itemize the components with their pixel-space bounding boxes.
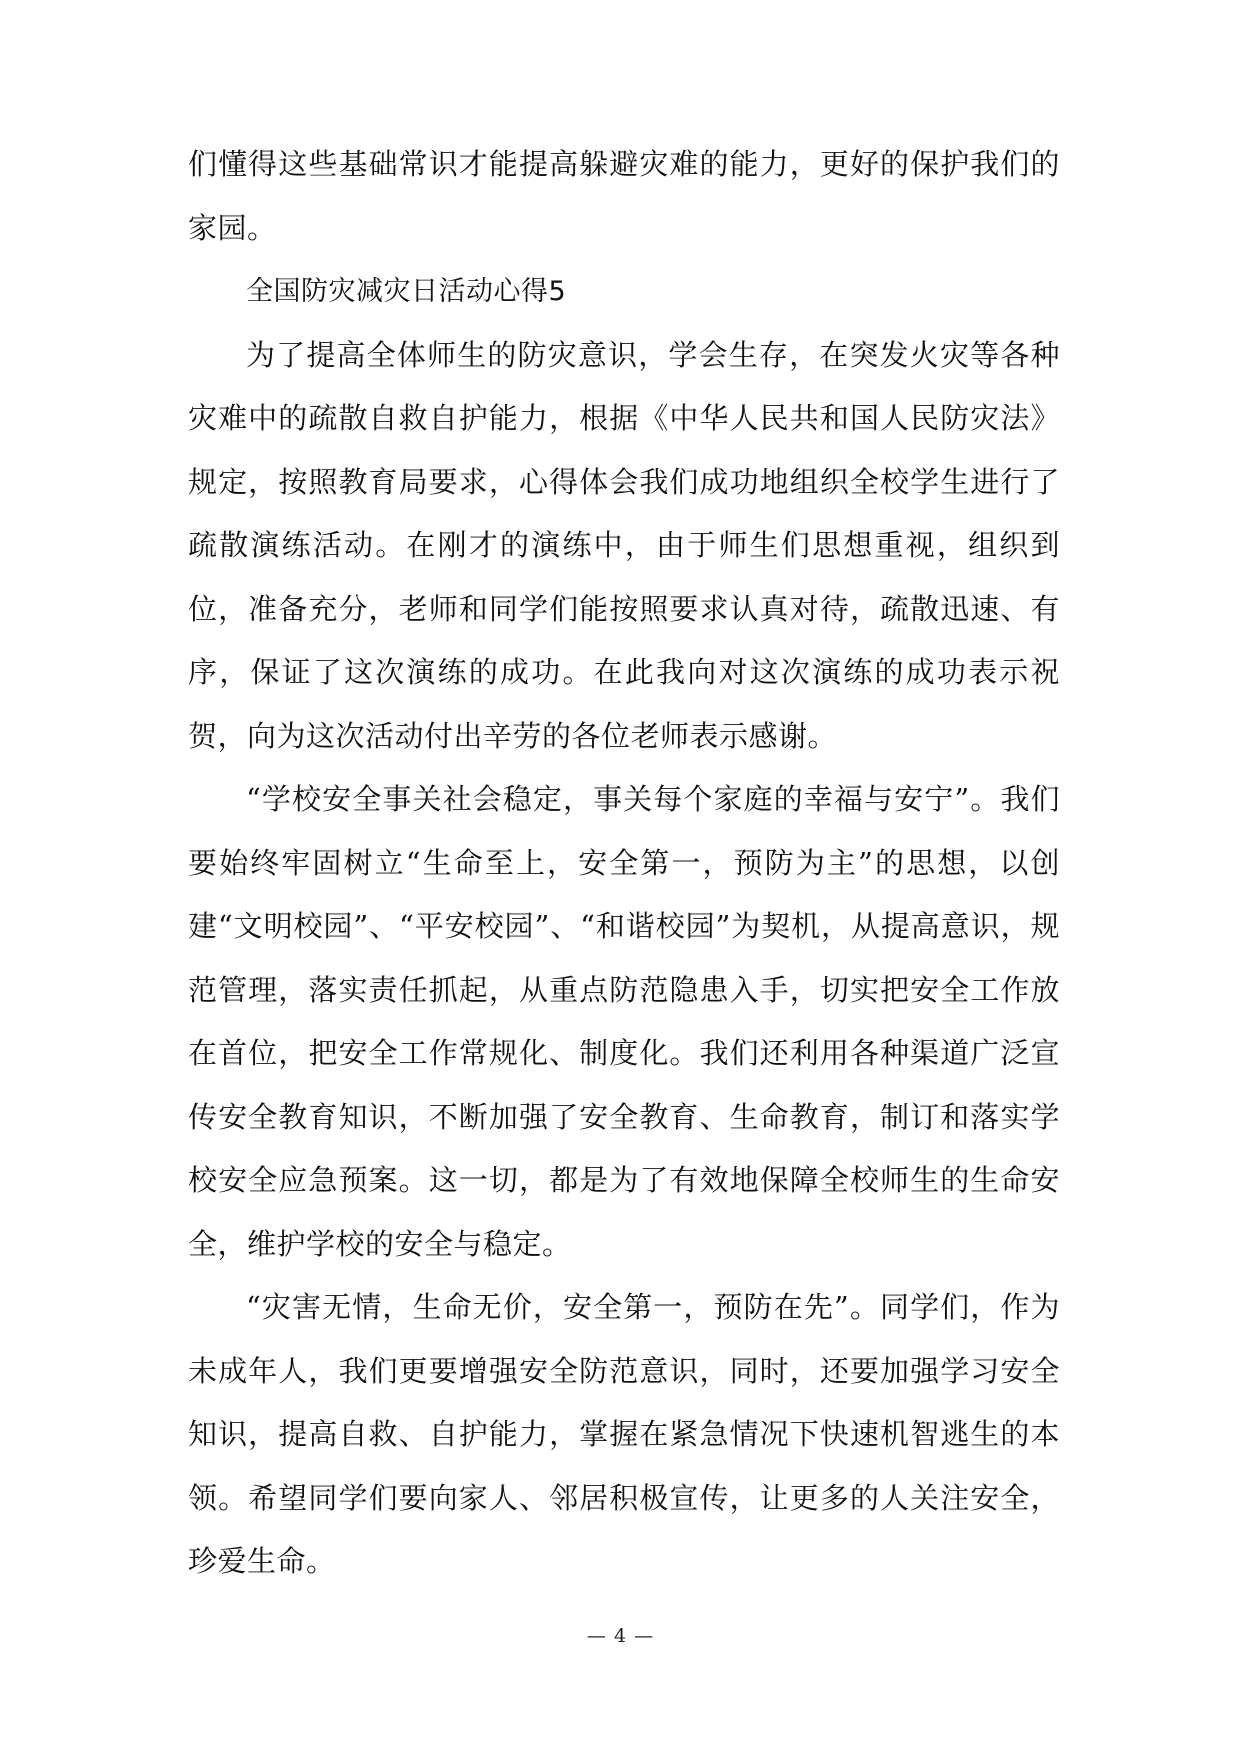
section-heading: 全国防灾减灾日活动心得5: [246, 276, 567, 307]
paragraph-disaster-prevention: “灾害无情，生命无价，安全第一，预防在先”。同学们，作为未成年人，我们更要增强安全防范意识，同时，还要加强学习安全知识，提高自救、自护能力，掌握在紧急情况下快速机智逃生的本领。希望同学们要向家人、邻居积极宣传，让更多的人关注安全，珍爱生命。: [188, 1290, 1060, 1578]
page-number: — 4 —: [586, 1625, 655, 1647]
paragraph-continued: 们懂得这些基础常识才能提高躲避灾难的能力，更好的保护我们的家园。: [188, 147, 1060, 245]
paragraph-drill-intro: 为了提高全体师生的防灾意识，学会生存，在突发火灾等各种灾难中的疏散自救自护能力，根据《中华人民共和国人民防灾法》规定，按照教育局要求，心得体会我们成功地组织全校学生进行了疏散演练活动。在刚才的演练中，由于师生们思想重视，组织到位，准备充分，老师和同学们能按照要求认真对待，疏散迅速、有序，保证了这次演练的成功。在此我向对这次演练的成功表示祝贺，向为这次活动付出辛劳的各位老师表示感谢。: [188, 337, 1060, 753]
paragraph-school-safety: “学校安全事关社会稳定，事关每个家庭的幸福与安宁”。我们要始终牢固树立“生命至上，安全第一，预防为主”的思想，以创建“文明校园”、“平安校园”、“和谐校园”为契机，从提高意识，规范管理，落实责任抓起，从重点防范隐患入手，切实把安全工作放在首位，把安全工作常规化、制度化。我们还利用各种渠道广泛宣传安全教育知识，不断加强了安全教育、生命教育，制订和落实学校安全应急预案。这一切，都是为了有效地保障全校师生的生命安全，维护学校的安全与稳定。: [188, 782, 1060, 1261]
body-text: [188, 133, 1060, 1594]
